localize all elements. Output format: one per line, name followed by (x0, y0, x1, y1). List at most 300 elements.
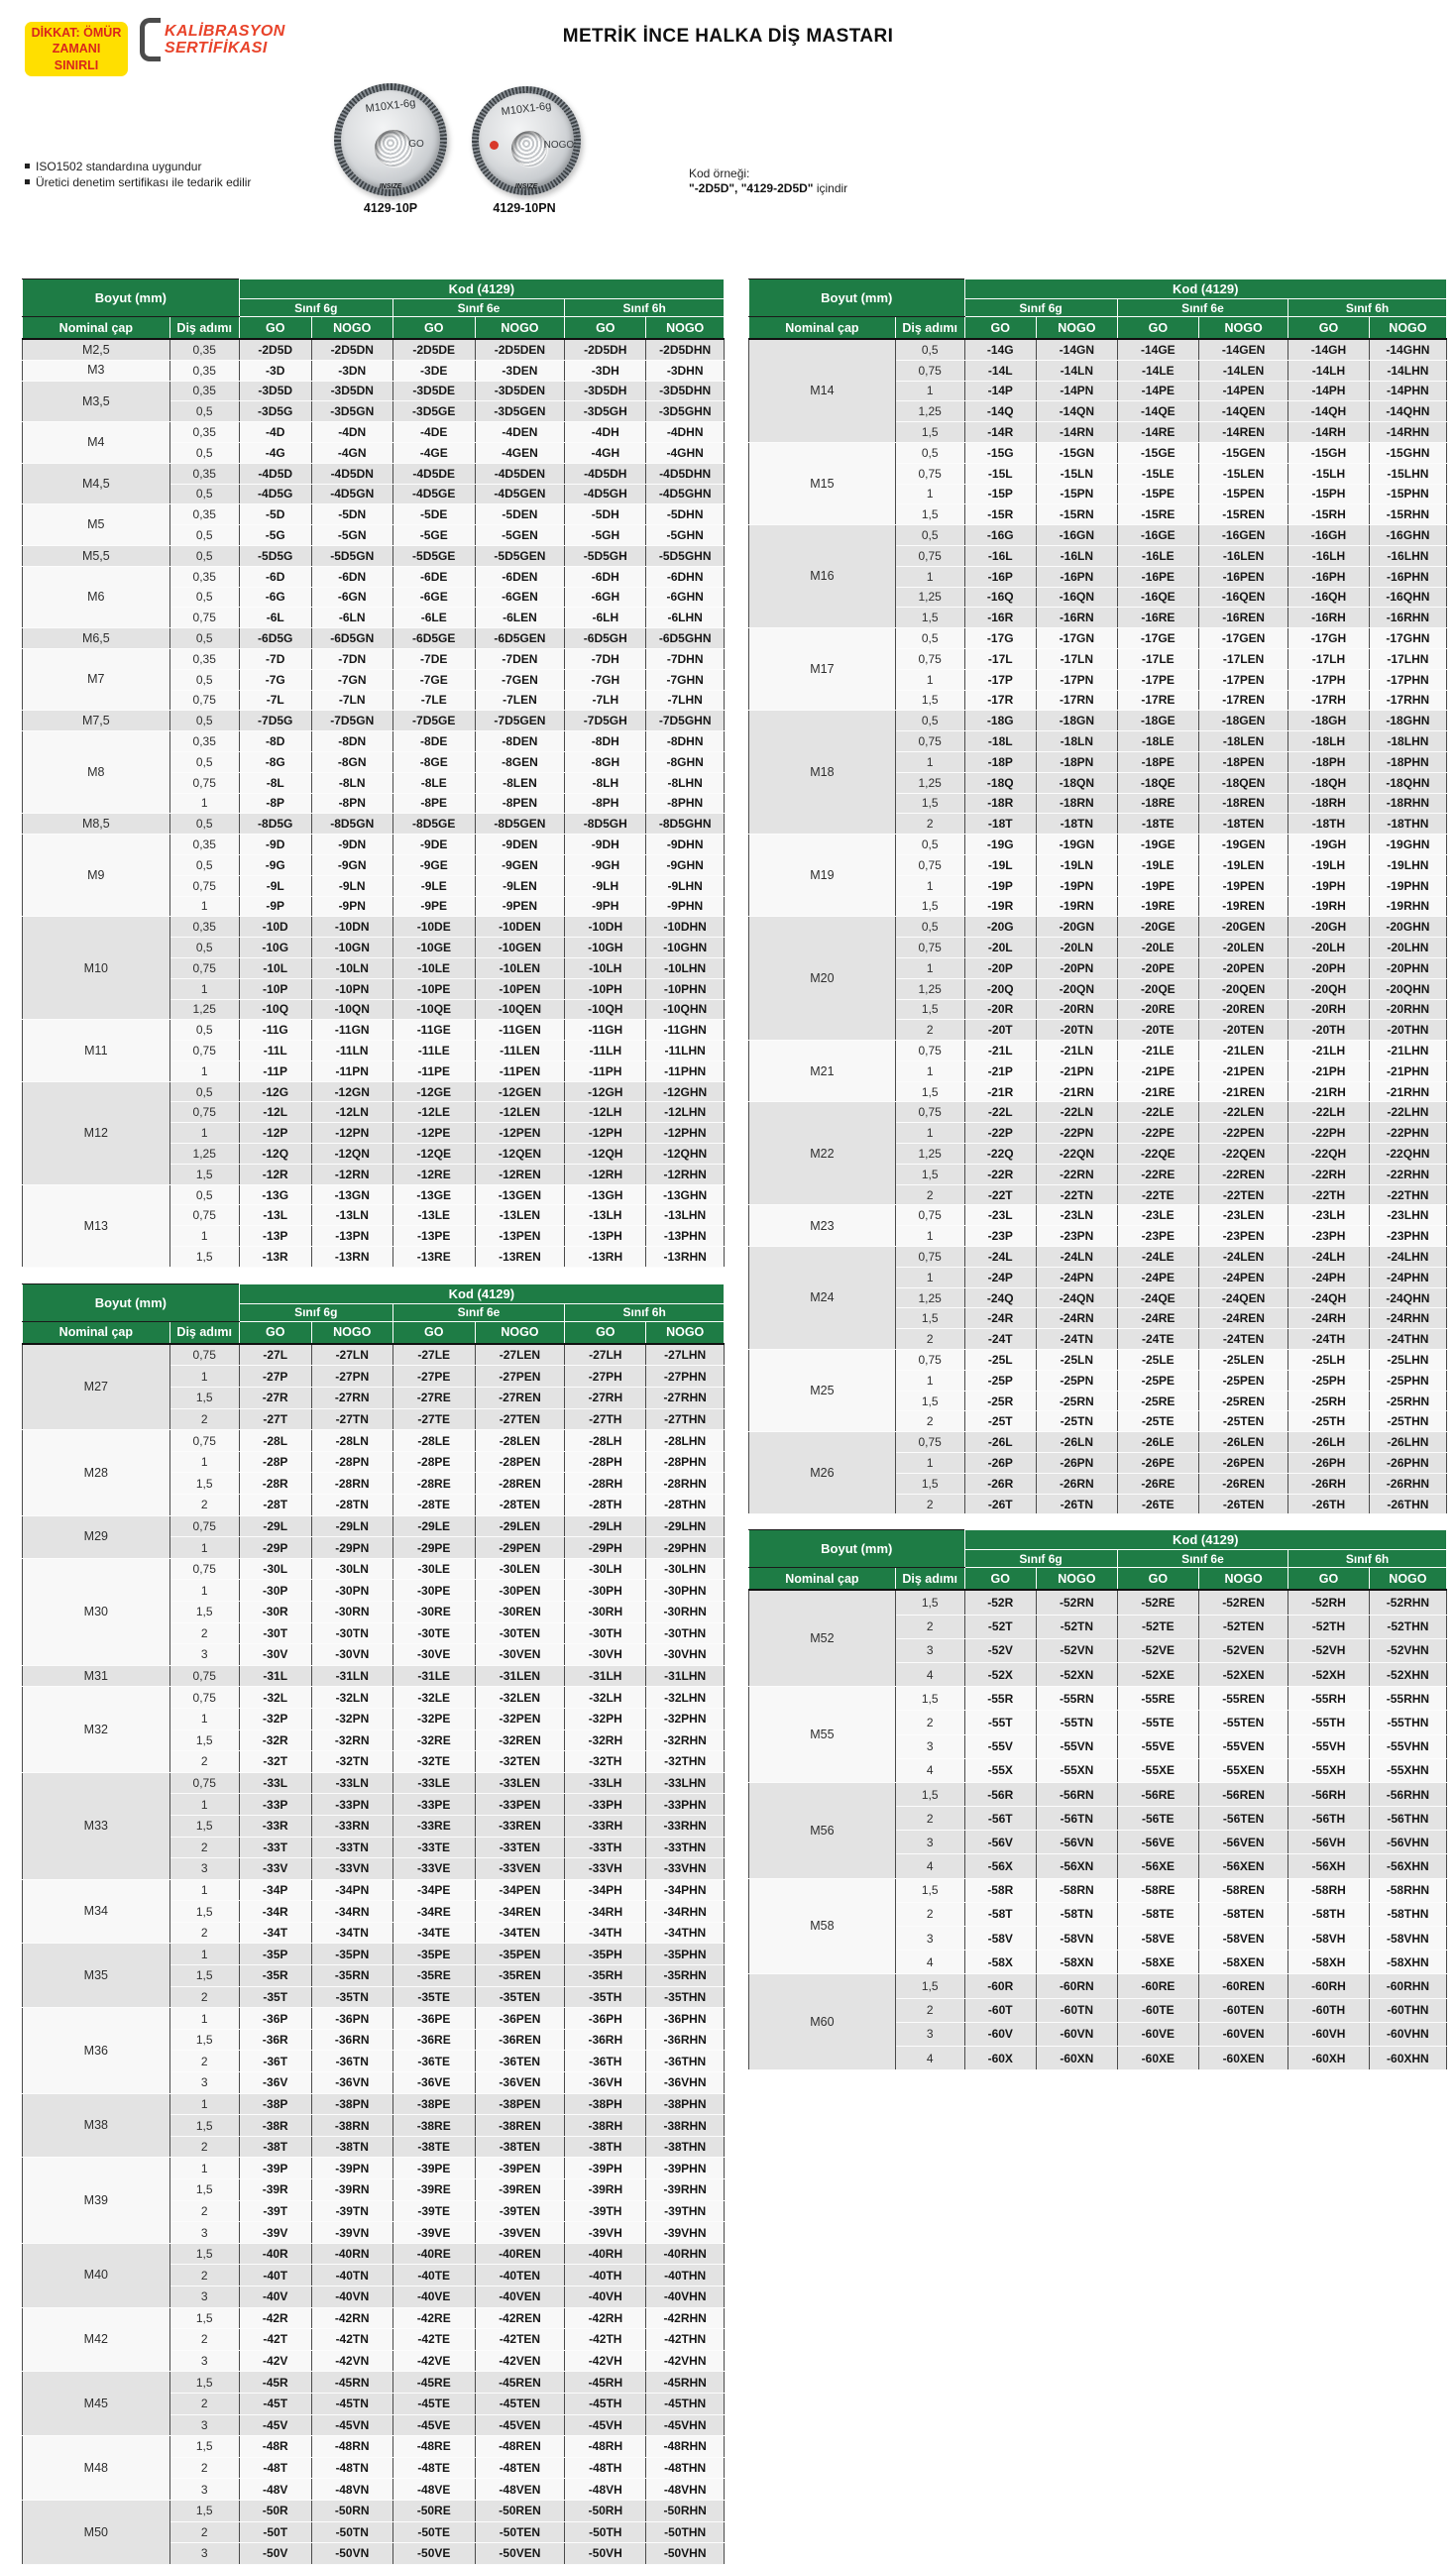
code-cell: -8PN (311, 793, 392, 814)
code-cell: -3DEN (475, 360, 565, 381)
code-cell: -40V (239, 2286, 311, 2307)
code-cell: -5D5G (239, 545, 311, 566)
code-cell: -56RH (1288, 1782, 1370, 1806)
code-cell: -52XN (1037, 1662, 1118, 1686)
red-dot (490, 141, 499, 150)
code-cell: -25TH (1288, 1411, 1370, 1432)
code-cell: -18RH (1288, 793, 1370, 814)
code-cell: -36PN (311, 2008, 392, 2030)
code-cell: -12QHN (646, 1144, 725, 1165)
size-cell: M36 (23, 2008, 170, 2093)
code-cell: -7LN (311, 690, 392, 711)
size-cell: M25 (749, 1350, 896, 1432)
code-cell: -24R (964, 1308, 1037, 1329)
size-cell: M18 (749, 711, 896, 835)
feature-item-certificate: Üretici denetim sertifikası ile tedarik edilir (25, 175, 251, 191)
code-cell: -24RN (1037, 1308, 1118, 1329)
code-cell: -38PN (311, 2093, 392, 2115)
code-cell: -39REN (475, 2179, 565, 2201)
code-cell: -13LEN (475, 1205, 565, 1226)
go-ring-gauge-image (334, 83, 447, 196)
code-cell: -25REN (1199, 1391, 1288, 1411)
code-cell: -18PEN (1199, 751, 1288, 772)
pitch-cell: 1 (895, 1060, 964, 1081)
code-cell: -6G (239, 587, 311, 608)
header-sinif-6h: Sınıf 6h (1288, 299, 1447, 317)
code-cell: -20TN (1037, 1020, 1118, 1041)
code-cell: -28PHN (646, 1451, 725, 1473)
code-cell: -22PN (1037, 1123, 1118, 1144)
code-cell: -10GHN (646, 938, 725, 958)
code-cell: -10PH (565, 978, 646, 999)
code-cell: -28PH (565, 1451, 646, 1473)
code-cell: -36VHN (646, 2072, 725, 2094)
code-cell: -13RH (565, 1247, 646, 1268)
code-cell: -21LHN (1369, 1041, 1446, 1061)
code-cell: -14REN (1199, 422, 1288, 443)
header-go: GO (964, 317, 1037, 340)
code-cell: -27LHN (646, 1344, 725, 1366)
code-cell: -18LH (1288, 731, 1370, 752)
pitch-cell: 1,5 (895, 1081, 964, 1102)
header-dis-adimi: Diş adımı (895, 1568, 964, 1591)
pitch-cell: 0,5 (169, 587, 239, 608)
code-cell: -52XEN (1199, 1662, 1288, 1686)
code-cell: -39PHN (646, 2158, 725, 2179)
code-cell: -21PHN (1369, 1060, 1446, 1081)
code-cell: -22QEN (1199, 1144, 1288, 1165)
thread-ring-gauge-table (22, 1283, 725, 2565)
pitch-cell: 0,5 (169, 628, 239, 649)
code-cell: -38PE (392, 2093, 475, 2115)
code-cell: -22R (964, 1164, 1037, 1184)
code-cell: -39TN (311, 2200, 392, 2222)
code-cell: -7GHN (646, 669, 725, 690)
code-cell: -24Q (964, 1287, 1037, 1308)
code-cell: -10GN (311, 938, 392, 958)
code-cell: -9PHN (646, 896, 725, 917)
code-cell: -39V (239, 2222, 311, 2244)
code-cell: -30TEN (475, 1622, 565, 1644)
code-cell: -17LN (1037, 648, 1118, 669)
code-cell: -22LH (1288, 1102, 1370, 1123)
code-cell: -33T (239, 1837, 311, 1858)
code-cell: -7DH (565, 648, 646, 669)
code-cell: -9GH (565, 854, 646, 875)
code-cell: -19GN (1037, 835, 1118, 855)
code-cell: -42VHN (646, 2350, 725, 2372)
code-cell: -4D5GHN (646, 484, 725, 504)
code-cell: -10DEN (475, 917, 565, 938)
code-cell: -42VEN (475, 2350, 565, 2372)
header-dis-adimi: Diş adımı (895, 317, 964, 340)
code-cell: -32RH (565, 1729, 646, 1751)
code-cell: -26PHN (1369, 1453, 1446, 1474)
pitch-cell: 0,75 (169, 1344, 239, 1366)
pitch-cell: 0,5 (169, 938, 239, 958)
code-cell: -20THN (1369, 1020, 1446, 1041)
code-cell: -11PN (311, 1060, 392, 1081)
code-cell: -6D5G (239, 628, 311, 649)
code-cell: -16QEN (1199, 587, 1288, 608)
code-cell: -14PN (1037, 381, 1118, 401)
size-cell: M56 (749, 1782, 896, 1878)
code-cell: -33LEN (475, 1772, 565, 1794)
code-cell: -12G (239, 1081, 311, 1102)
header-sinif-6e: Sınıf 6e (1117, 299, 1288, 317)
pitch-cell: 1 (895, 957, 964, 978)
code-cell: -36REN (475, 2029, 565, 2051)
pitch-cell: 0,5 (169, 525, 239, 546)
code-cell: -16PN (1037, 566, 1118, 587)
header-nogo: NOGO (1037, 1568, 1118, 1591)
code-cell: -29P (239, 1537, 311, 1559)
warning-badge-line1: DİKKAT: ÖMÜR (31, 26, 122, 40)
code-cell: -36PHN (646, 2008, 725, 2030)
code-cell: -42TN (311, 2329, 392, 2351)
code-cell: -21LE (1117, 1041, 1198, 1061)
code-cell: -11P (239, 1060, 311, 1081)
size-cell: M34 (23, 1879, 170, 1944)
code-cell: -14GN (1037, 339, 1118, 360)
code-cell: -50RE (392, 2500, 475, 2521)
code-cell: -2D5DN (311, 339, 392, 360)
code-cell: -52X (964, 1662, 1037, 1686)
code-cell: -14RE (1117, 422, 1198, 443)
code-cell: -9DHN (646, 835, 725, 855)
code-cell: -52RH (1288, 1590, 1370, 1615)
code-cell: -13GEN (475, 1184, 565, 1205)
code-cell: -13GHN (646, 1184, 725, 1205)
code-cell: -18REN (1199, 793, 1288, 814)
code-cell: -30RN (311, 1601, 392, 1622)
code-cell: -12LN (311, 1102, 392, 1123)
code-cell: -19R (964, 896, 1037, 917)
code-cell: -55XEN (1199, 1758, 1288, 1782)
code-cell: -36VN (311, 2072, 392, 2094)
code-cell: -17GHN (1369, 628, 1446, 649)
code-cell: -50R (239, 2500, 311, 2521)
code-cell: -4DE (392, 422, 475, 443)
code-cell: -52R (964, 1590, 1037, 1615)
code-example-body (689, 181, 847, 196)
code-cell: -13REN (475, 1247, 565, 1268)
code-cell: -58XE (1117, 1951, 1198, 1974)
code-cell: -6LEN (475, 608, 565, 628)
code-cell: -27LE (392, 1344, 475, 1366)
code-cell: -33PH (565, 1794, 646, 1816)
code-cell: -9LEN (475, 875, 565, 896)
code-cell: -52TEN (1199, 1615, 1288, 1638)
code-cell: -22QE (1117, 1144, 1198, 1165)
code-cell: -6LH (565, 608, 646, 628)
code-cell: -23LN (1037, 1205, 1118, 1226)
pitch-cell: 2 (169, 2200, 239, 2222)
code-cell: -33VHN (646, 1858, 725, 1880)
code-cell: -15GE (1117, 442, 1198, 463)
code-cell: -6L (239, 608, 311, 628)
code-cell: -35PEN (475, 1944, 565, 1965)
code-cell: -60VEN (1199, 2022, 1288, 2046)
code-cell: -38TEN (475, 2136, 565, 2158)
code-cell: -33THN (646, 1837, 725, 1858)
table-row (23, 814, 725, 835)
code-cell: -34RN (311, 1901, 392, 1923)
code-cell: -60TEN (1199, 1998, 1288, 2022)
code-cell: -58RH (1288, 1878, 1370, 1902)
code-cell: -9LE (392, 875, 475, 896)
code-cell: -45TN (311, 2393, 392, 2414)
code-cell: -18LEN (1199, 731, 1288, 752)
thread-ring-gauge-table (22, 279, 725, 1268)
code-cell: -40RHN (646, 2243, 725, 2265)
code-cell: -22TN (1037, 1184, 1118, 1205)
code-cell: -14PE (1117, 381, 1198, 401)
pitch-cell: 1,5 (169, 1247, 239, 1268)
code-cell: -15L (964, 463, 1037, 484)
code-cell: -8LHN (646, 772, 725, 793)
table-row (23, 1020, 725, 1041)
pitch-cell: 0,75 (169, 772, 239, 793)
code-cell: -35RH (565, 1965, 646, 1987)
code-cell: -32PE (392, 1708, 475, 1729)
code-cell: -48TEN (475, 2457, 565, 2479)
code-cell: -23LH (1288, 1205, 1370, 1226)
code-cell: -12L (239, 1102, 311, 1123)
code-cell: -50T (239, 2521, 311, 2543)
code-cell: -10QHN (646, 999, 725, 1020)
code-cell: -19GEN (1199, 835, 1288, 855)
code-cell: -52VEN (1199, 1638, 1288, 1662)
code-cell: -33L (239, 1772, 311, 1794)
code-cell: -10DE (392, 917, 475, 938)
code-cell: -17RE (1117, 690, 1198, 711)
code-cell: -60XH (1288, 2046, 1370, 2069)
pitch-cell: 2 (169, 1986, 239, 2008)
code-cell: -19RE (1117, 896, 1198, 917)
code-cell: -15PE (1117, 484, 1198, 504)
code-cell: -8D5GHN (646, 814, 725, 835)
pitch-cell: 0,5 (895, 628, 964, 649)
code-cell: -18LE (1117, 731, 1198, 752)
code-cell: -12LHN (646, 1102, 725, 1123)
code-cell: -32LEN (475, 1687, 565, 1709)
code-cell: -33PN (311, 1794, 392, 1816)
pitch-cell: 0,35 (169, 504, 239, 525)
code-cell: -28T (239, 1495, 311, 1516)
code-cell: -12GHN (646, 1081, 725, 1102)
code-cell: -8DE (392, 731, 475, 752)
header-sinif-6e: Sınıf 6e (392, 299, 564, 317)
code-cell: -29PHN (646, 1537, 725, 1559)
code-cell: -17L (964, 648, 1037, 669)
code-cell: -34PH (565, 1879, 646, 1901)
code-cell: -24TE (1117, 1329, 1198, 1350)
header-nogo: NOGO (311, 1321, 392, 1344)
header-sinif-6h: Sınıf 6h (565, 1303, 725, 1321)
code-cell: -15LH (1288, 463, 1370, 484)
header-sinif-6g: Sınıf 6g (239, 299, 392, 317)
code-cell: -24QH (1288, 1287, 1370, 1308)
pitch-cell: 3 (169, 2350, 239, 2372)
code-cell: -14RH (1288, 422, 1370, 443)
code-cell: -56XH (1288, 1854, 1370, 1878)
code-cell: -14PHN (1369, 381, 1446, 401)
code-cell: -23L (964, 1205, 1037, 1226)
code-cell: -16PE (1117, 566, 1198, 587)
code-cell: -20PH (1288, 957, 1370, 978)
code-cell: -48VH (565, 2479, 646, 2501)
code-cell: -52TE (1117, 1615, 1198, 1638)
code-cell: -27TN (311, 1408, 392, 1430)
code-cell: -2D5DE (392, 339, 475, 360)
code-cell: -27PE (392, 1366, 475, 1388)
code-cell: -21RHN (1369, 1081, 1446, 1102)
pitch-cell: 0,75 (895, 360, 964, 381)
code-cell: -52TH (1288, 1615, 1370, 1638)
code-cell: -26TEN (1199, 1494, 1288, 1514)
code-cell: -39PE (392, 2158, 475, 2179)
pitch-cell: 0,5 (169, 751, 239, 772)
code-cell: -22TE (1117, 1184, 1198, 1205)
code-cell: -24QE (1117, 1287, 1198, 1308)
header-go: GO (964, 1568, 1037, 1591)
code-cell: -22RN (1037, 1164, 1118, 1184)
pitch-cell: 0,75 (895, 545, 964, 566)
code-cell: -13R (239, 1247, 311, 1268)
code-cell: -17LEN (1199, 648, 1288, 669)
pitch-cell: 2 (895, 1807, 964, 1831)
code-cell: -60T (964, 1998, 1037, 2022)
code-cell: -45VEN (475, 2414, 565, 2436)
code-cell: -36TEN (475, 2051, 565, 2072)
size-cell: M27 (23, 1344, 170, 1430)
pitch-cell: 3 (895, 1638, 964, 1662)
code-cell: -42VN (311, 2350, 392, 2372)
pitch-cell: 1,5 (895, 1590, 964, 1615)
pitch-cell: 1,5 (895, 1878, 964, 1902)
code-cell: -16LE (1117, 545, 1198, 566)
code-cell: -27LEN (475, 1344, 565, 1366)
pitch-cell: 0,75 (169, 1102, 239, 1123)
code-cell: -20RE (1117, 999, 1198, 1020)
code-cell: -58R (964, 1878, 1037, 1902)
code-cell: -16P (964, 566, 1037, 587)
code-cell: -18PE (1117, 751, 1198, 772)
code-cell: -22REN (1199, 1164, 1288, 1184)
code-cell: -3DN (311, 360, 392, 381)
code-cell: -16QH (1288, 587, 1370, 608)
table-row (23, 2307, 725, 2329)
code-cell: -7GN (311, 669, 392, 690)
code-cell: -30TH (565, 1622, 646, 1644)
code-cell: -8D5GH (565, 814, 646, 835)
pitch-cell: 2 (169, 2521, 239, 2543)
code-cell: -3D5GN (311, 401, 392, 422)
code-cell: -40RH (565, 2243, 646, 2265)
pitch-cell: 0,5 (169, 1020, 239, 1041)
code-cell: -12RHN (646, 1164, 725, 1184)
code-cell: -50TN (311, 2521, 392, 2543)
code-cell: -24PE (1117, 1267, 1198, 1287)
code-cell: -39R (239, 2179, 311, 2201)
code-cell: -3D5DH (565, 381, 646, 401)
code-cell: -30REN (475, 1601, 565, 1622)
code-cell: -5D5GN (311, 545, 392, 566)
pitch-cell: 0,75 (169, 1205, 239, 1226)
code-cell: -28P (239, 1451, 311, 1473)
code-cell: -45VHN (646, 2414, 725, 2436)
pitch-cell: 0,35 (169, 835, 239, 855)
code-cell: -16RH (1288, 608, 1370, 628)
code-cell: -3D5GHN (646, 401, 725, 422)
code-cell: -21PN (1037, 1060, 1118, 1081)
code-cell: -20RHN (1369, 999, 1446, 1020)
code-cell: -22RE (1117, 1164, 1198, 1184)
pitch-cell: 0,5 (895, 917, 964, 938)
table-row (749, 711, 1447, 731)
code-cell: -21RH (1288, 1081, 1370, 1102)
code-cell: -3D5G (239, 401, 311, 422)
pitch-cell: 1,5 (895, 608, 964, 628)
code-cell: -18GH (1288, 711, 1370, 731)
code-cell: -50VEN (475, 2543, 565, 2565)
code-cell: -28TN (311, 1495, 392, 1516)
code-cell: -20T (964, 1020, 1037, 1041)
code-cell: -19L (964, 854, 1037, 875)
header-nominal-cap: Nominal çap (23, 1321, 170, 1344)
code-cell: -22PHN (1369, 1123, 1446, 1144)
code-cell: -42TE (392, 2329, 475, 2351)
code-cell: -25LHN (1369, 1350, 1446, 1371)
code-cell: -19PEN (1199, 875, 1288, 896)
code-cell: -36PH (565, 2008, 646, 2030)
code-cell: -3D5DEN (475, 381, 565, 401)
table-row (23, 2372, 725, 2394)
code-cell: -30PHN (646, 1580, 725, 1602)
thread-ring-gauge-table (748, 1529, 1447, 2070)
code-cell: -8GN (311, 751, 392, 772)
code-cell: -24PEN (1199, 1267, 1288, 1287)
code-cell: -18P (964, 751, 1037, 772)
pitch-cell: 3 (169, 1858, 239, 1880)
pitch-cell: 2 (169, 1922, 239, 1944)
code-cell: -48RN (311, 2436, 392, 2458)
table-row (23, 917, 725, 938)
code-cell: -32PN (311, 1708, 392, 1729)
code-cell: -58XH (1288, 1951, 1370, 1974)
code-cell: -12QN (311, 1144, 392, 1165)
code-cell: -4D5GH (565, 484, 646, 504)
code-cell: -7GH (565, 669, 646, 690)
code-example-heading: Kod örneği: (689, 167, 750, 180)
code-cell: -38REN (475, 2115, 565, 2137)
code-cell: -55VN (1037, 1734, 1118, 1758)
code-cell: -60REN (1199, 1974, 1288, 1998)
pitch-cell: 3 (895, 2022, 964, 2046)
code-cell: -12P (239, 1123, 311, 1144)
code-cell: -8DHN (646, 731, 725, 752)
pitch-cell: 0,75 (895, 731, 964, 752)
code-cell: -22LHN (1369, 1102, 1446, 1123)
code-cell: -5GHN (646, 525, 725, 546)
code-cell: -6D5GEN (475, 628, 565, 649)
code-cell: -25PN (1037, 1370, 1118, 1391)
code-cell: -5G (239, 525, 311, 546)
code-cell: -56TEN (1199, 1807, 1288, 1831)
code-cell: -36P (239, 2008, 311, 2030)
code-cell: -50TE (392, 2521, 475, 2543)
